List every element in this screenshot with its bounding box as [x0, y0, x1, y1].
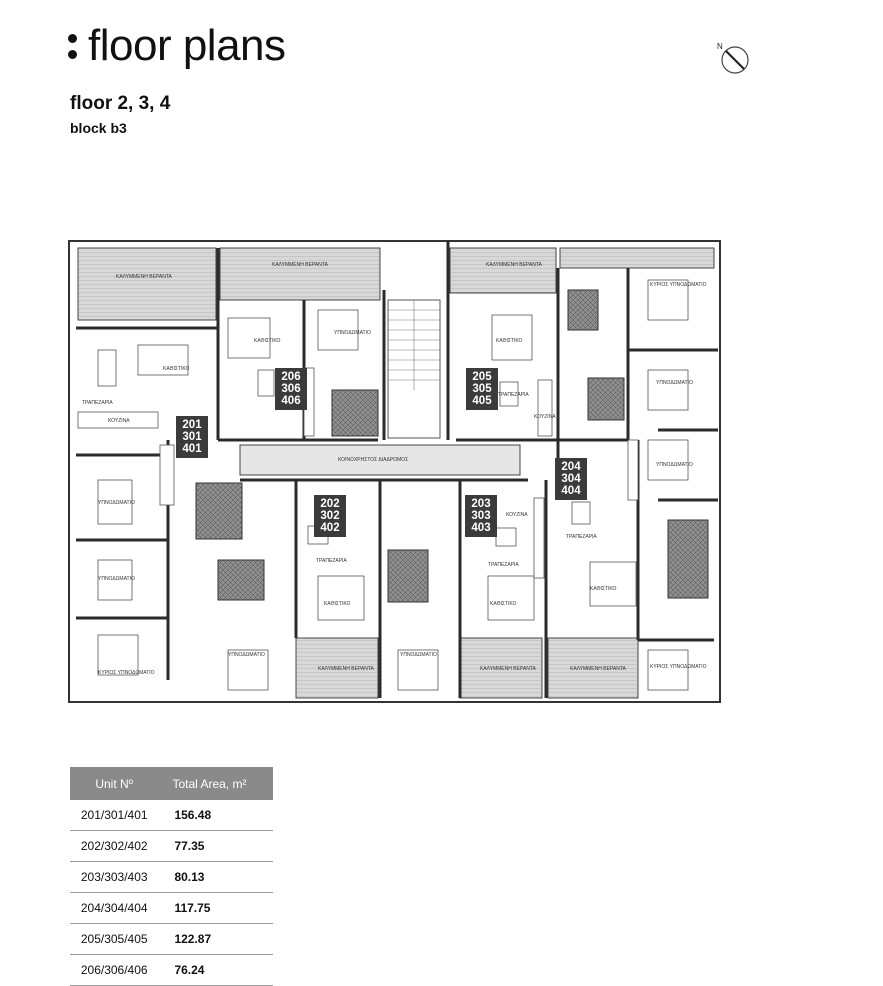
room-veranda-205: ΚΑΛΥΜΜΕΝΗ ΒΕΡΑΝΤΑ: [486, 262, 542, 268]
table-header-row: [70, 767, 273, 800]
compass-label: N: [717, 42, 723, 51]
room-living-202: ΚΑΘΙΣΤΙΚΟ: [324, 601, 351, 607]
unit-label-203: 203 303 403: [465, 495, 497, 537]
room-living-204: ΚΑΘΙΣΤΙΚΟ: [590, 586, 617, 592]
room-living-206: ΚΑΘΙΣΤΙΚΟ: [254, 338, 281, 344]
unit-cell: 201/301/401: [70, 800, 158, 831]
room-dining-204: ΤΡΑΠΕΖΑΡΙΑ: [566, 534, 597, 540]
page-title: floor plans: [88, 21, 286, 70]
area-cell: 77.35: [158, 831, 273, 862]
room-bedroom-201a: ΥΠΝΟΔΩΜΑΤΙΟ: [98, 500, 135, 506]
area-cell: 76.24: [158, 955, 273, 986]
room-dining-201: ΤΡΑΠΕΖΑΡΙΑ: [82, 400, 113, 406]
table-row: [70, 862, 273, 893]
room-veranda-203: ΚΑΛΥΜΜΕΝΗ ΒΕΡΑΝΤΑ: [480, 666, 536, 672]
unit-label-201: 201 301 401: [176, 416, 208, 458]
table-row: [70, 831, 273, 862]
room-dining-202: ΤΡΑΠΕΖΑΡΙΑ: [316, 558, 347, 564]
floor-heading: floor 2, 3, 4: [70, 93, 171, 114]
room-dining-205: ΤΡΑΠΕΖΑΡΙΑ: [498, 392, 529, 398]
room-bedroom-201b: ΥΠΝΟΔΩΜΑΤΙΟ: [98, 576, 135, 582]
table-row: [70, 893, 273, 924]
room-veranda-206: ΚΑΛΥΜΜΕΝΗ ΒΕΡΑΝΤΑ: [272, 262, 328, 268]
unit-cell: 202/302/402: [70, 831, 158, 862]
block-heading: block b3: [70, 120, 127, 136]
room-bedroom-203: ΥΠΝΟΔΩΜΑΤΙΟ: [400, 652, 437, 658]
room-kitchen-205: ΚΟΥΖΙΝΑ: [534, 414, 556, 420]
room-bedroom-204: ΥΠΝΟΔΩΜΑΤΙΟ: [656, 462, 693, 468]
table-row: [70, 924, 273, 955]
floor-plan-drawing: [68, 240, 721, 703]
room-master-201: ΚΥΡΙΟΣ ΥΠΝΟΔΩΜΑΤΙΟ: [98, 670, 155, 676]
unit-area-table: [70, 767, 273, 986]
floor-plan-lines: [68, 240, 721, 703]
room-kitchen-203: ΚΟΥΖΙΝΑ: [506, 512, 528, 518]
room-kitchen-201: ΚΟΥΖΙΝΑ: [108, 418, 130, 424]
room-master-205: ΚΥΡΙΟΣ ΥΠΝΟΔΩΜΑΤΙΟ: [650, 282, 707, 288]
table-row: [70, 800, 273, 831]
room-bedroom-206: ΥΠΝΟΔΩΜΑΤΙΟ: [334, 330, 371, 336]
area-cell: 117.75: [158, 893, 273, 924]
room-dining-203: ΤΡΑΠΕΖΑΡΙΑ: [488, 562, 519, 568]
area-cell: 156.48: [158, 800, 273, 831]
corridor-label: ΚΟΙΝΟΧΡΗΣΤΟΣ ΔΙΑΔΡΟΜΟΣ: [338, 457, 409, 463]
unit-cell: 204/304/404: [70, 893, 158, 924]
title-colon-icon: [68, 26, 78, 66]
column-header-area: Total Area, m²: [158, 767, 273, 800]
area-cell: 80.13: [158, 862, 273, 893]
room-living-203: ΚΑΘΙΣΤΙΚΟ: [490, 601, 517, 607]
room-bedroom-205: ΥΠΝΟΔΩΜΑΤΙΟ: [656, 380, 693, 386]
room-veranda-204: ΚΑΛΥΜΜΕΝΗ ΒΕΡΑΝΤΑ: [570, 666, 626, 672]
unit-cell: 203/303/403: [70, 862, 158, 893]
room-living-205: ΚΑΘΙΣΤΙΚΟ: [496, 338, 523, 344]
unit-label-206: 206 306 406: [275, 368, 307, 410]
unit-label-204: 204 304 404: [555, 458, 587, 500]
room-bedroom-202: ΥΠΝΟΔΩΜΑΤΙΟ: [228, 652, 265, 658]
unit-label-205: 205 305 405: [466, 368, 498, 410]
area-cell: 122.87: [158, 924, 273, 955]
unit-cell: 205/305/405: [70, 924, 158, 955]
room-veranda-201: ΚΑΛΥΜΜΕΝΗ ΒΕΡΑΝΤΑ: [116, 274, 172, 280]
unit-label-202: 202 302 402: [314, 495, 346, 537]
room-master-204: ΚΥΡΙΟΣ ΥΠΝΟΔΩΜΑΤΙΟ: [650, 664, 707, 670]
north-arrow-icon: [716, 40, 750, 74]
room-veranda-202: ΚΑΛΥΜΜΕΝΗ ΒΕΡΑΝΤΑ: [318, 666, 374, 672]
column-header-unit: Unit Nº: [70, 767, 158, 800]
unit-cell: 206/306/406: [70, 955, 158, 986]
room-living-201: ΚΑΘΙΣΤΙΚΟ: [163, 366, 190, 372]
title-row: [68, 21, 286, 70]
